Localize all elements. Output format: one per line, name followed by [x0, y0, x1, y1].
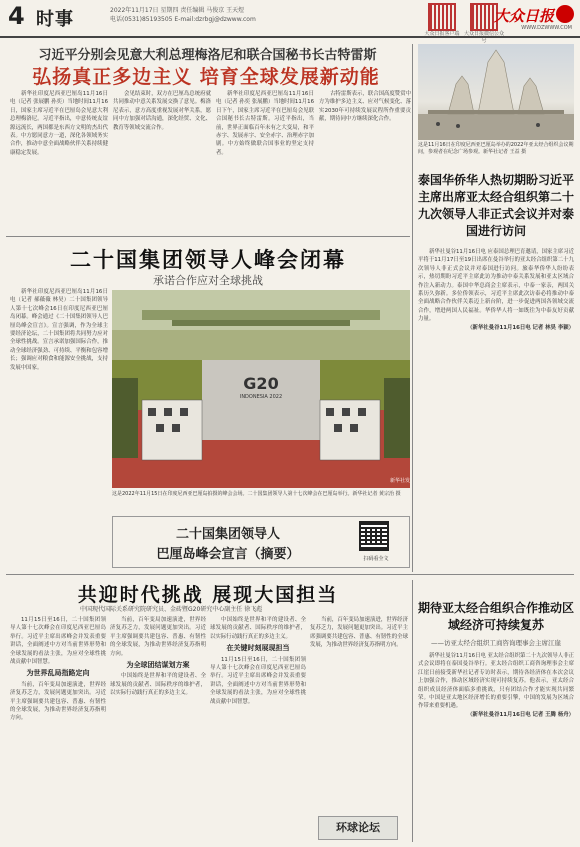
newspaper-logo: 大众日报 [493, 7, 554, 25]
top-story-para: 新华社印度尼西亚巴厘岛11月16日电（记者 张展鹏 孙奕）当地时间11月16日，国家主席习近平在巴厘岛会见意大利总理梅洛尼。习近平指出，中意传统友谊源远流长，两国都是东西方文明的杰出代表。中方愿同意方一道，深化各领域务实合作，推动中意全面战略伙伴关系持续健康稳定发展。 [10, 91, 108, 156]
commentary-column-4 [310, 616, 408, 812]
commentary-para: 11月15日至16日，二十国集团领导人第十七次峰会在印度尼西亚巴厘岛举行。习近平主席出席峰会并发表重要讲话，全面阐述中方对当前世界形势和全球发展的看法主张，为应对全球性挑战贡献中国智慧。 [10, 617, 106, 666]
qr-label-wechat: 大众日报微信公众号 [464, 31, 505, 44]
masthead-meta [110, 6, 270, 24]
sidebar-body [418, 248, 574, 570]
section-divider [6, 574, 574, 575]
commentary-para: 当前，百年变局加速演进，世界经济复苏乏力，发展问题更加突出。习近平主席强调要共建包容、普惠、有韧性的全球发展，为推动世界经济复苏指明方向。 [10, 681, 106, 722]
commentary-para: 当前，百年变局加速演进，世界经济复苏乏力，发展问题更加突出。习近平主席强调要共建包容、普惠、有韧性的全球发展，为推动世界经济复苏指明方向。 [110, 617, 206, 657]
column-label-badge: 环球论坛 [318, 816, 398, 840]
top-story-headline: 弘扬真正多边主义 培育全球发展新动能 [32, 66, 380, 88]
summit-subhead: 承诺合作应对全球挑战 [153, 274, 263, 287]
commentary-column-1 [10, 616, 106, 842]
qr-code-icon [428, 3, 456, 31]
top-story-column-2 [113, 90, 211, 230]
monument-illustration [418, 44, 574, 140]
commentary-para: 当前，百年变局加速演进，世界经济复苏乏力，发展问题更加突出。习近平主席强调要共建包容、普惠、有韧性的全球发展，为推动世界经济复苏指明方向。 [310, 617, 408, 649]
commentary-section-head: 在关键时刻展现担当 [226, 644, 290, 653]
meta-date-editor: 2022年11月17日 星期四 责任编辑 马俊京 王天煜 [110, 7, 245, 14]
sidebar-headline: 泰国华侨华人热切期盼习近平主席出席亚太经合组织第二十九次领导人非正式会议并对泰国进行访问 [418, 173, 575, 238]
logo-mark-icon [556, 5, 574, 23]
masthead-url: WWW.DZWWW.COM [521, 25, 572, 31]
apec-subhead: ——访亚太经合组织工商咨询理事会主席江崖 [431, 639, 561, 647]
summit-venue-photo [112, 290, 410, 488]
declaration-qr-label: 扫码看全文 [363, 556, 389, 562]
top-story-column-3 [216, 90, 314, 230]
commentary-section-head: 为世界乱局指路定向 [26, 669, 90, 678]
sidebar-para: 新华社曼谷11月16日电 应泰国总理巴育邀请，国家主席习近平将于11月17日至19日出席在曼谷举行的亚太经合组织第二十九次领导人非正式会议并对泰国进行访问。旅泰华侨华人纷纷表示，热切期盼习近平主席此访为推动中泰关系发展和亚太区域合作注入新动力。泰国中华总商会主席表示，中泰一家亲，两国关系历久弥新。多位侨领表示，习近平主席此次访泰必将推动中泰全面战略合作伙伴关系迈上新台阶，进一步促进两国各领域交流合作，增进两国人民福祉。华侨华人将一如既往为中泰友好贡献力量。 [418, 249, 574, 323]
section-name: 时事 [36, 9, 74, 30]
apec-credit: （新华社曼谷11月16日电 记者 王腾 杨舟） [467, 711, 574, 718]
g20-logo-sub: INDONESIA 2022 [239, 394, 283, 400]
declaration-title-line1: 二十国集团领导人 [175, 527, 280, 542]
g20-logo: G20 [243, 374, 279, 393]
declaration-summary-box [112, 516, 410, 568]
sidebar-credit: （新华社曼谷11月16日电 记者 林昊 李颖） [467, 324, 574, 331]
commentary-column-3 [210, 616, 306, 842]
commentary-section-head: 为全球团结谋划方案 [126, 661, 190, 670]
commentary-byline: 中国现代国际关系研究院研究员、金砖暨G20研究中心副主任 徐飞彪 [80, 606, 263, 613]
commentary-column-2 [110, 616, 206, 842]
top-story-para: 会见结束时，双方在巴厘岛总统府就共同推动中意关系发展交换了意见。梅洛尼表示，意方高度重视发展对华关系，愿同中方加强对话沟通，深化经贸、文化、教育等领域交流合作。 [113, 91, 211, 131]
masthead [0, 0, 580, 44]
meta-contact: 电话(0531)85193505 E-mail:dzrbgj@dzwww.com [110, 16, 256, 23]
apec-headline: 期待亚太经合组织合作推动区域经济可持续复苏 [418, 601, 575, 632]
declaration-title-line2: 巴厘岛峰会宣言（摘要） [156, 547, 300, 562]
commentary-para: 中国始终是世界和平的建设者、全球发展的贡献者、国际秩序的维护者，以实际行动践行真正的多边主义。 [210, 617, 306, 640]
summit-para: 新华社印度尼西亚巴厘岛11月16日电（记者 郝薇薇 林昊）二十国集团领导人第十七次峰会16日在印度尼西亚巴厘岛闭幕。峰会通过《二十国集团领导人巴厘岛峰会宣言》。宣言强调，作为全球主要经济论坛，二十国集团将共同努力应对全球性挑战。宣言承诺加强国际合作，推动全球经济强劲、可持续、平衡和包容增长；强调应对粮食和能源安全挑战，支持发展中国家。 [10, 289, 108, 371]
apec-para: 新华社曼谷11月16日电 亚太经合组织第二十九次领导人非正式会议即将在泰国曼谷举行。亚太经合组织工商咨询理事会主席江崖日前接受新华社记者专访时表示，期待各经济体在本次会议上加强合作，推动区域经济实现可持续复苏。他表示，亚太经合组织成员经济体面临多重挑战，只有团结合作才能实现共同繁荣。中国是亚太地区经济增长的重要引擎，中国的发展为区域合作带来重要机遇。 [418, 653, 574, 710]
column-divider [412, 580, 413, 842]
qr-label-client: 大众日报客户端 [424, 31, 460, 37]
summit-body [10, 288, 108, 514]
summit-headline: 二十国集团领导人峰会闭幕 [70, 248, 346, 272]
commentary-headline: 共迎时代挑战 展现大国担当 [77, 584, 339, 606]
top-story-column-4 [319, 90, 411, 230]
page-number: 4 [8, 2, 25, 30]
column-divider [412, 44, 413, 572]
section-divider [6, 236, 410, 237]
commentary-para: 11月15日至16日，二十国集团领导人第十七次峰会在印度尼西亚巴厘岛举行。习近平主席出席峰会并发表重要讲话，全面阐述中方对当前世界形势和全球发展的看法主张，为应对全球性挑战贡献中国智慧。 [210, 656, 306, 705]
apec-body [418, 652, 574, 842]
qr-code-icon [359, 521, 389, 551]
top-story-para: 新华社印度尼西亚巴厘岛11月16日电（记者 孙奕 张展鹏）当地时间11月16日下午，国家主席习近平在巴厘岛会见联合国秘书长古特雷斯。习近平指出，当前，世界正面临百年未有之大变局，和平赤字、发展赤字、安全赤字、治理赤字加剧。中方始终做联合国事业的坚定支持者。 [216, 91, 314, 156]
top-story-kicker: 习近平分别会见意大利总理梅洛尼和联合国秘书长古特雷斯 [38, 48, 377, 63]
summit-photo-caption: 这是2022年11月15日在印度尼西亚巴厘岛拍摄的峰会会场。二十国集团领导人第十七次峰会在巴厘岛举行。新华社记者 黄宗治 摄 [112, 491, 401, 497]
summit-photo-credit: 新华社发 [389, 478, 410, 484]
commentary-para: 中国始终是世界和平的建设者、全球发展的贡献者、国际秩序的维护者，以实际行动践行真正的多边主义。 [110, 673, 206, 697]
top-story-para: 古特雷斯表示，联合国高度赞赏中方为维护多边主义、应对气候变化、落实2030年可持续发展议程所作重要贡献，期待同中方继续深化合作。 [319, 91, 411, 123]
monument-photo [418, 44, 574, 140]
monument-photo-caption: 这是11月16日在印度尼西亚巴厘岛举办的2022年亚太经合组织会议期间，参观者在纪念广场参观。新华社记者 王益 摄 [418, 142, 574, 155]
top-story-column-1 [10, 90, 108, 230]
